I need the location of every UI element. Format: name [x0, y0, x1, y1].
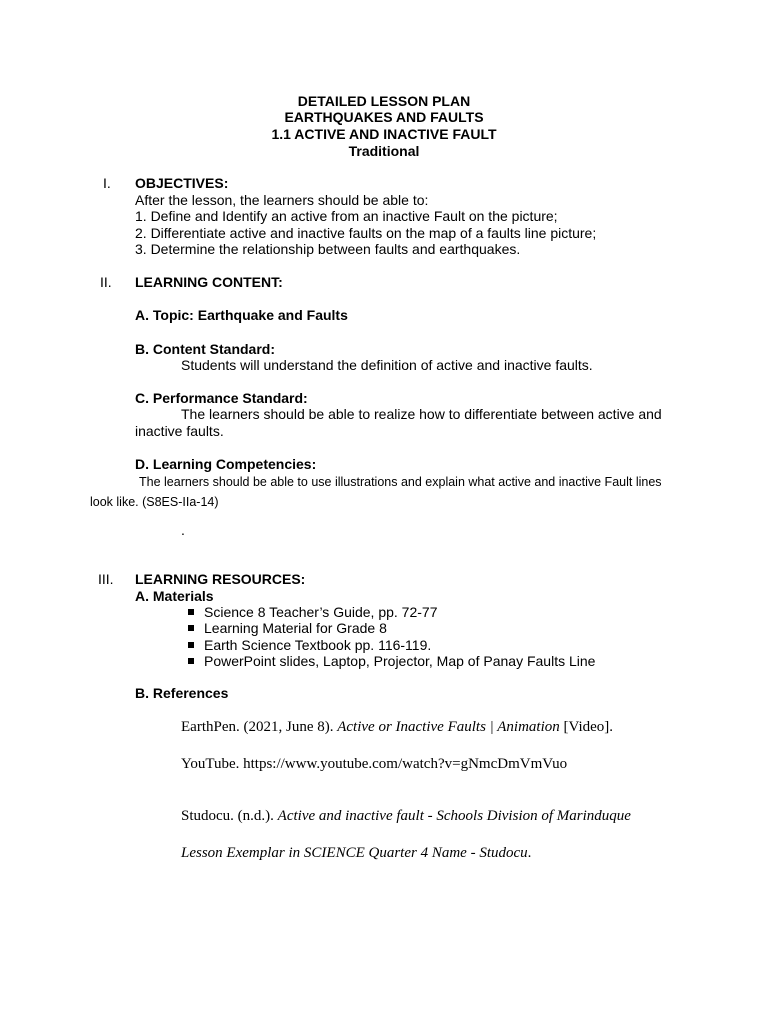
- materials-title: A. Materials: [135, 588, 214, 604]
- material-item: Learning Material for Grade 8: [188, 620, 387, 636]
- performance-standard-line-2: inactive faults.: [135, 423, 224, 439]
- material-item: Science 8 Teacher’s Guide, pp. 72-77: [188, 604, 438, 620]
- competencies-line-1: The learners should be able to use illustrations and explain what active and inactive Fault lines: [139, 475, 662, 489]
- bullet-icon: [188, 642, 194, 648]
- bullet-icon: [188, 625, 194, 631]
- header-line-1: DETAILED LESSON PLAN: [297, 93, 471, 109]
- bullet-icon: [188, 609, 194, 615]
- resources-numeral: III.: [98, 571, 114, 587]
- objectives-intro: After the lesson, the learners should be able to:: [135, 192, 429, 208]
- objectives-title: OBJECTIVES:: [135, 175, 229, 191]
- header-line-2: EARTHQUAKES AND FAULTS: [284, 109, 484, 125]
- material-item: Earth Science Textbook pp. 116-119.: [188, 637, 431, 653]
- content-standard-text: Students will understand the definition of active and inactive faults.: [181, 357, 593, 373]
- content-numeral: II.: [100, 274, 112, 290]
- objective-item: 2. Differentiate active and inactive faults on the map of a faults line picture;: [135, 225, 597, 241]
- competencies-title: D. Learning Competencies:: [135, 456, 317, 472]
- objective-item: 3. Determine the relationship between faults and earthquakes.: [135, 241, 521, 257]
- performance-standard-line-1: The learners should be able to realize how to differentiate between active and: [181, 406, 662, 422]
- objectives-numeral: I.: [103, 175, 111, 191]
- stray-dot: .: [181, 522, 185, 538]
- performance-standard-title: C. Performance Standard:: [135, 390, 308, 406]
- competencies-line-2: look like. (S8ES-IIa-14): [90, 495, 219, 509]
- reference-1: EarthPen. (2021, June 8). Active or Inactive Faults | Animation [Video].: [181, 719, 614, 735]
- material-item: PowerPoint slides, Laptop, Projector, Map of Panay Faults Line: [188, 653, 595, 669]
- header-line-3: 1.1 ACTIVE AND INACTIVE FAULT: [271, 126, 497, 142]
- topic-line: A. Topic: Earthquake and Faults: [135, 307, 348, 323]
- bullet-icon: [188, 658, 194, 664]
- reference-2-cont: Lesson Exemplar in SCIENCE Quarter 4 Name - Studocu.: [181, 845, 532, 861]
- header-line-4: Traditional: [348, 143, 420, 159]
- resources-title: LEARNING RESOURCES:: [135, 571, 306, 587]
- objective-item: 1. Define and Identify an active from an inactive Fault on the picture;: [135, 208, 558, 224]
- references-title: B. References: [135, 685, 229, 701]
- content-standard-title: B. Content Standard:: [135, 341, 275, 357]
- reference-2: Studocu. (n.d.). Active and inactive fault - Schools Division of Marinduque: [181, 808, 631, 824]
- reference-1-url: YouTube. https://www.youtube.com/watch?v=gNmcDmVmVuo: [181, 756, 568, 772]
- content-title: LEARNING CONTENT:: [135, 274, 283, 290]
